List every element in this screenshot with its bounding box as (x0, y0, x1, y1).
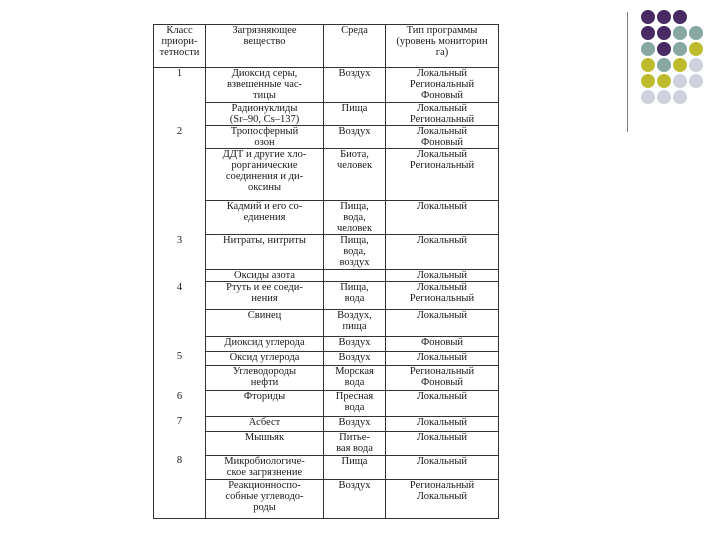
table-row (154, 391, 499, 417)
priority-class-cell (154, 102, 206, 125)
table-header-row (154, 25, 499, 68)
program-type-cell: Локальный (386, 200, 499, 235)
table-row (154, 282, 499, 310)
medium-cell (324, 269, 386, 281)
table-row (154, 480, 499, 519)
decor-dot (657, 10, 671, 24)
medium-cell: Воздух (324, 337, 386, 351)
medium-cell: Воздух (324, 351, 386, 365)
program-type-cell: Локальный (386, 309, 499, 337)
table-row (154, 309, 499, 337)
medium-cell: Пресная вода (324, 391, 386, 417)
priority-class-cell: 3 (154, 235, 206, 270)
pollutant-cell: Оксиды азота (206, 269, 324, 281)
pollutant-cell: Кадмий и его со- единения (206, 200, 324, 235)
table-row (154, 200, 499, 235)
medium-cell: Пища, вода (324, 282, 386, 310)
table-row (154, 269, 499, 281)
pollutant-cell: Диоксид серы, взвешенные час- тицы (206, 67, 324, 102)
decor-dot (673, 74, 687, 88)
table-row (154, 235, 499, 270)
priority-class-cell: 5 (154, 351, 206, 365)
table-row (154, 365, 499, 391)
medium-cell: Пища, вода, воздух (324, 235, 386, 270)
program-type-cell: Локальный (386, 269, 499, 281)
pollutant-cell: Нитраты, нитриты (206, 235, 324, 270)
program-type-cell: Локальный Региональный (386, 102, 499, 125)
program-type-cell: Локальный (386, 416, 499, 431)
pollutant-cell: Радионуклиды (Sr–90, Cs–137) (206, 102, 324, 125)
pollutant-cell: Ртуть и ее соеди- нения (206, 282, 324, 310)
table-row (154, 455, 499, 479)
decor-dot (641, 42, 655, 56)
medium-cell: Пища (324, 455, 386, 479)
pollutant-cell: Свинец (206, 309, 324, 337)
decor-dot (689, 74, 703, 88)
program-type-cell: Фоновый (386, 337, 499, 351)
program-type-cell: Локальный (386, 351, 499, 365)
priority-class-cell: 1 (154, 67, 206, 102)
decor-dot (673, 90, 687, 104)
priority-class-cell (154, 200, 206, 235)
program-type-cell: Локальный Региональный Фоновый (386, 67, 499, 102)
priority-class-cell: 7 (154, 416, 206, 431)
medium-cell: Морская вода (324, 365, 386, 391)
priority-class-cell: 6 (154, 391, 206, 417)
medium-cell: Воздух (324, 67, 386, 102)
priority-class-cell (154, 432, 206, 455)
program-type-cell: Локальный (386, 455, 499, 479)
column-header: Класс приори- тетности (154, 25, 206, 68)
decor-dot (673, 26, 687, 40)
table-row (154, 102, 499, 125)
column-header: Тип программы (уровень мониторин га) (386, 25, 499, 68)
program-type-cell: Локальный (386, 235, 499, 270)
pollutant-cell: ДДТ и другие хло- рорганические соединения и ди- оксины (206, 149, 324, 200)
pollutant-cell: Микробиологиче- ское загрязнение (206, 455, 324, 479)
decor-dot (657, 90, 671, 104)
decor-dot (641, 90, 655, 104)
table-row (154, 337, 499, 351)
medium-cell: Питье- вая вода (324, 432, 386, 455)
medium-cell: Биота, человек (324, 149, 386, 200)
decor-dot (657, 74, 671, 88)
decor-dot (689, 58, 703, 72)
decor-dot (689, 26, 703, 40)
decor-dot (689, 42, 703, 56)
program-type-cell: Локальный (386, 432, 499, 455)
program-type-cell: Региональный Локальный (386, 480, 499, 519)
pollutant-cell: Углеводороды нефти (206, 365, 324, 391)
column-header: Загрязняющее вещество (206, 25, 324, 68)
table-body (154, 25, 499, 519)
decor-dot (673, 10, 687, 24)
medium-cell: Пища, вода, человек (324, 200, 386, 235)
decor-dot (641, 58, 655, 72)
program-type-cell: Локальный Фоновый (386, 126, 499, 149)
decor-dot (641, 10, 655, 24)
program-type-cell: Локальный (386, 391, 499, 417)
priority-class-cell (154, 149, 206, 200)
pollutant-cell: Мышьяк (206, 432, 324, 455)
program-type-cell: Локальный Региональный (386, 149, 499, 200)
medium-cell: Воздух (324, 126, 386, 149)
priority-class-cell: 8 (154, 455, 206, 479)
decor-dot (657, 42, 671, 56)
medium-cell: Пища (324, 102, 386, 125)
decor-dot (689, 10, 703, 24)
pollutant-cell: Диоксид углерода (206, 337, 324, 351)
priority-class-cell: 2 (154, 126, 206, 149)
pollutant-cell: Фториды (206, 391, 324, 417)
pollutant-cell: Тропосферный озон (206, 126, 324, 149)
decor-dot (641, 74, 655, 88)
program-type-cell: Региональный Фоновый (386, 365, 499, 391)
table-row (154, 416, 499, 431)
table-row (154, 432, 499, 455)
medium-cell: Воздух, пища (324, 309, 386, 337)
pollutant-cell: Асбест (206, 416, 324, 431)
table-row (154, 351, 499, 365)
medium-cell: Воздух (324, 480, 386, 519)
priority-class-cell: 4 (154, 282, 206, 310)
decor-dot (673, 42, 687, 56)
pollutant-cell: Реакционноспо- собные углеводо- роды (206, 480, 324, 519)
decor-dot (641, 26, 655, 40)
pollutant-priority-table (153, 24, 499, 519)
table-row (154, 126, 499, 149)
priority-class-cell (154, 365, 206, 391)
program-type-cell: Локальный Региональный (386, 282, 499, 310)
decor-dot (657, 58, 671, 72)
column-header: Среда (324, 25, 386, 68)
decor-dot-grid (641, 10, 703, 104)
pollutant-cell: Оксид углерода (206, 351, 324, 365)
table-row (154, 149, 499, 200)
medium-cell: Воздух (324, 416, 386, 431)
decor-dot (657, 26, 671, 40)
table-row (154, 67, 499, 102)
decor-dot (673, 58, 687, 72)
decor-vertical-line (627, 12, 628, 132)
decor-dot (689, 90, 703, 104)
priority-class-cell (154, 309, 206, 337)
priority-class-cell (154, 269, 206, 281)
priority-class-cell (154, 480, 206, 519)
priority-class-cell (154, 337, 206, 351)
